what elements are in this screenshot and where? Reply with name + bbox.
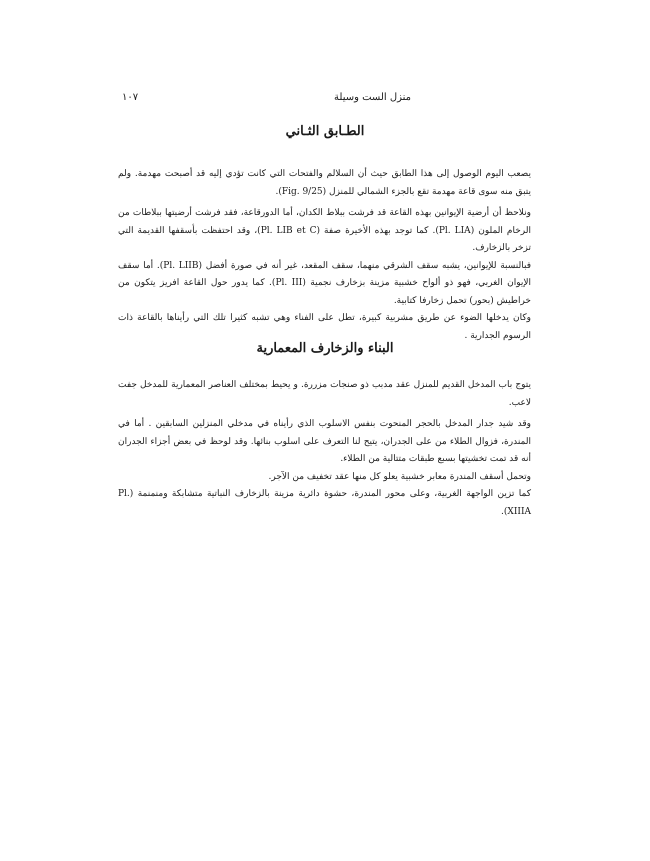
running-header (122, 92, 528, 108)
paragraph: وتحمل أسقف المندرة معابر خشبية يعلو كل منها عقد تخفيف من الآجر. (268, 471, 531, 482)
paragraph: وكان يدخلها الضوء عن طريق مشربية كبيرة، تطل على الفناء وهي تشبه كثيرا تلك التي رأيناها بالقاعة ذات الرسوم الجدارية . (118, 313, 531, 341)
paragraph: وقد شيد جدار المدخل بالحجر المنحوت بنفس الاسلوب الذي رأيناه في مدخلي المنزلين السابقين . أما في المندرة، فزوال الطلاء من على الجدران، يتيح لنا التعرف على اسلوب بنائها. وقد لوحظ في بعض أجزاء الجدران أنه قد تمت تخشيتها بسبع طبقات متتالية من الطلاء. (118, 419, 531, 464)
section-architecture-body (118, 377, 531, 521)
section-heading-second-floor: الطـابق الثـاني (285, 124, 365, 139)
section-heading-architecture: البناء والزخارف المعمارية (256, 341, 394, 356)
page-number: ١٠٧ (122, 92, 139, 103)
paragraph: كما تزين الواجهة الغربية، وعلى محور المندرة، حشوة دائرية مزينة بالزخارف النباتية متشابكة ومنمنمة (Pl. XIIIA). (118, 489, 531, 517)
section-second-floor-body (118, 166, 531, 345)
paragraph: ونلاحظ أن أرضية الإيوانين بهذه القاعة قد فرشت ببلاط الكدان، أما الدورقاعة، فقد فرشت أرضيتها ببلاطات من الرخام الملون (Pl. LIA). كما توجد بهذه الأخيرة صفة (Pl. LIB et C)، وقد احتفظت بأسقفها القديمة التي تزخر بالزخارف. (118, 208, 531, 253)
paragraph: يتوج باب المدخل القديم للمنزل عقد مدبب ذو صنجات مزررة. و يحيط بمختلف العناصر المعمارية للمدخل جفت لاعب. (118, 380, 531, 408)
running-title: منزل الست وسيلة (334, 92, 411, 103)
paragraph: فبالنسبة للإيوانين، يشبه سقف الشرقي منهما، سقف المقعد، غير أنه في صورة أفضل (Pl. LIIB). أما سقف الإيوان الغربي، فهو ذو ألواح خشبية مزينة بزخارف نجمية (Pl. III). كما يدور حول القاعة افريز يتكون من خراطيش (بحور) تحمل زخارفا كتابية. (118, 260, 531, 306)
paragraph: يصعب اليوم الوصول إلى هذا الطابق حيث أن السلالم والفتحات التي كانت تؤدي إليه قد أصبحت مهدمة. ولم يتبق منه سوى قاعة مهدمة تقع بالجزء الشمالي للمنزل (Fig. 9/25). (118, 169, 531, 197)
